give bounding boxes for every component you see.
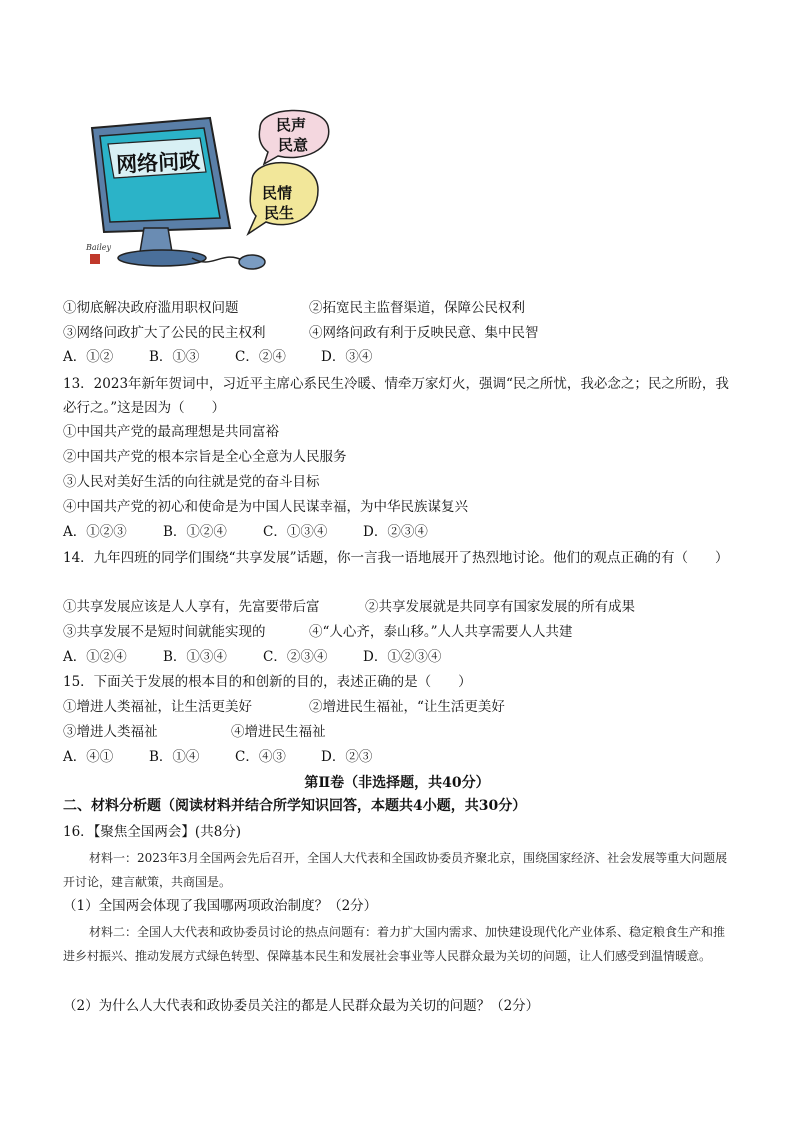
q12-answers	[63, 347, 407, 367]
q13-option-2: ②中国共产党的根本宗旨是全心全意为人民服务	[63, 449, 347, 465]
q13-answer-a[interactable]: A．①②③	[63, 524, 127, 540]
q12-option-4: ④网络问政有利于反映民意、集中民智	[309, 325, 539, 341]
q13-option-4: ④中国共产党的初心和使命是为中国人民谋幸福，为中华民族谋复兴	[63, 499, 468, 515]
q13-option-3: ③人民对美好生活的向往就是党的奋斗目标	[63, 474, 320, 490]
section-two-heading: 二、材料分析题（阅读材料并结合所学知识回答，本题共4小题，共30分）	[63, 798, 527, 814]
q14-option-4: ④“人心齐，泰山移。”人人共享需要人人共建	[309, 624, 573, 640]
q14-answer-c[interactable]: C．②③④	[263, 649, 328, 665]
cartoon-screen-text: 网络问政	[115, 148, 201, 178]
q15-answer-a[interactable]: A．④①	[63, 749, 114, 765]
q15-stem: 15．下面关于发展的根本目的和创新的目的，表述正确的是（ ）	[63, 674, 472, 690]
q16-title: 16．【聚焦全国两会】(共8分)	[63, 824, 242, 840]
svg-text:Bailey: Bailey	[86, 243, 112, 252]
part2-title: 第Ⅱ卷（非选择题，共40分）	[304, 775, 490, 791]
q15-answer-c[interactable]: C．④③	[235, 749, 286, 765]
q14-answer-b[interactable]: B．①③④	[163, 649, 227, 665]
q12-answer-b[interactable]: B．①③	[149, 349, 200, 365]
svg-text:民生: 民生	[264, 204, 295, 222]
q14-option-1: ①共享发展应该是人人享有，先富要带后富	[63, 599, 320, 615]
q15-option-3: ③增进人类福祉	[63, 724, 158, 740]
q12-option-3: ③网络问政扩大了公民的民主权利	[63, 325, 266, 341]
q16-subquestion-2: （2）为什么人大代表和政协委员关注的都是人民群众最为关切的问题？（2分）	[63, 998, 540, 1014]
q12-answer-a[interactable]: A．①②	[63, 349, 114, 365]
network-governance-cartoon	[82, 100, 340, 278]
q14-stem: 14．九年四班的同学们围绕“共享发展”话题，你一言我一语地展开了热烈地讨论。他们的观点正确的有（ ）	[63, 550, 729, 566]
q12-option-2: ②拓宽民主监督渠道，保障公民权利	[309, 300, 525, 316]
q15-option-2: ②增进民生福祉，“让生活更美好	[309, 699, 505, 715]
q13-option-1: ①中国共产党的最高理想是共同富裕	[63, 424, 279, 440]
q15-answer-d[interactable]: D．②③	[321, 749, 373, 765]
q12-answer-c[interactable]: C．②④	[235, 349, 286, 365]
svg-text:民情: 民情	[262, 184, 293, 202]
q16-material-2: 材料二：全国人大代表和政协委员讨论的热点问题有：着力扩大国内需求、加快建设现代化产业体系、稳定粮食生产和推进乡村振兴、推动发展方式绿色转型、保障基本民生和发展社会事业等人民群众最为关切的问题，让人们感受到温情暖意。	[63, 925, 726, 963]
q16-subquestion-1: （1）全国两会体现了我国哪两项政治制度？（2分）	[63, 898, 378, 914]
q14-option-3: ③共享发展不是短时间就能实现的	[63, 624, 266, 640]
q13-answer-d[interactable]: D．②③④	[363, 524, 428, 540]
q15-answers	[63, 747, 407, 767]
q13-answers	[63, 522, 463, 542]
q15-answer-b[interactable]: B．①④	[149, 749, 200, 765]
q12-answer-d[interactable]: D．③④	[321, 349, 373, 365]
q16-material-1: 材料一：2023年3月全国两会先后召开，全国人大代表和全国政协委员齐聚北京，围绕国家经济、社会发展等重大问题展开讨论，建言献策，共商国是。	[63, 851, 728, 889]
q13-answer-b[interactable]: B．①②④	[163, 524, 227, 540]
svg-text:民意: 民意	[278, 136, 309, 154]
q14-answer-d[interactable]: D．①②③④	[363, 649, 442, 665]
q14-answers	[63, 647, 463, 667]
q14-option-2: ②共享发展就是共同享有国家发展的所有成果	[365, 599, 635, 615]
svg-text:民声: 民声	[276, 116, 307, 134]
q14-answer-a[interactable]: A．①②④	[63, 649, 127, 665]
q12-option-1: ①彻底解决政府滥用职权问题	[63, 300, 239, 316]
q13-answer-c[interactable]: C．①③④	[263, 524, 328, 540]
q15-option-1: ①增进人类福祉，让生活更美好	[63, 699, 252, 715]
q15-option-4: ④增进民生福祉	[231, 724, 326, 740]
q13-stem: 13．2023年新年贺词中，习近平主席心系民生冷暖、情牵万家灯火，强调“民之所忧，我必念之；民之所盼，我必行之。”这是因为（ ）	[63, 376, 729, 416]
